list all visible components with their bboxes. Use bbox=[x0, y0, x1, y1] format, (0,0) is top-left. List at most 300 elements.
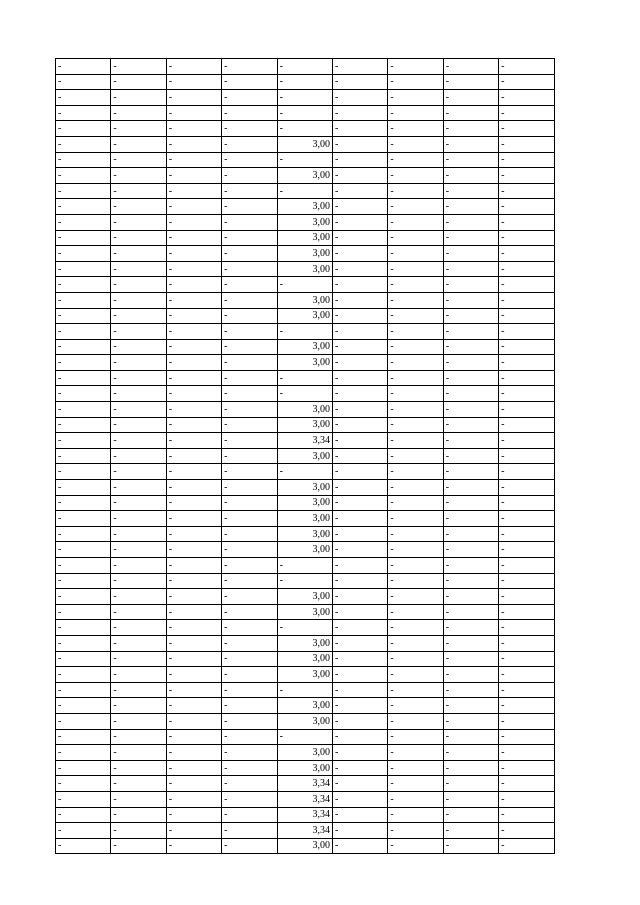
table-cell: - bbox=[111, 74, 166, 90]
table-cell: - bbox=[222, 370, 277, 386]
value-cell: 3,34 bbox=[277, 776, 332, 792]
table-cell: - bbox=[388, 105, 443, 121]
table-cell: - bbox=[388, 464, 443, 480]
table-cell: - bbox=[332, 417, 387, 433]
table-cell: - bbox=[222, 168, 277, 184]
table-cell: - bbox=[222, 713, 277, 729]
table-cell: - bbox=[388, 339, 443, 355]
table-row bbox=[56, 604, 555, 620]
table-cell: - bbox=[222, 604, 277, 620]
table-cell: - bbox=[166, 308, 221, 324]
table-cell: - bbox=[443, 635, 498, 651]
value-cell: - bbox=[277, 105, 332, 121]
table-cell: - bbox=[443, 324, 498, 340]
table-cell: - bbox=[56, 791, 111, 807]
table-cell: - bbox=[56, 713, 111, 729]
value-cell: 3,34 bbox=[277, 791, 332, 807]
table-row bbox=[56, 807, 555, 823]
table-cell: - bbox=[499, 464, 554, 480]
table-row bbox=[56, 448, 555, 464]
value-cell: - bbox=[277, 370, 332, 386]
table-cell: - bbox=[499, 589, 554, 605]
value-cell: 3,00 bbox=[277, 542, 332, 558]
table-cell: - bbox=[111, 791, 166, 807]
table-cell: - bbox=[222, 667, 277, 683]
value-cell: - bbox=[277, 620, 332, 636]
table-cell: - bbox=[56, 760, 111, 776]
table-cell: - bbox=[499, 667, 554, 683]
table-cell: - bbox=[222, 745, 277, 761]
table-cell: - bbox=[166, 713, 221, 729]
table-cell: - bbox=[499, 791, 554, 807]
value-cell: - bbox=[277, 121, 332, 137]
table-cell: - bbox=[499, 90, 554, 106]
table-row bbox=[56, 526, 555, 542]
table-cell: - bbox=[332, 90, 387, 106]
table-cell: - bbox=[56, 682, 111, 698]
table-cell: - bbox=[332, 402, 387, 418]
table-cell: - bbox=[332, 698, 387, 714]
table-cell: - bbox=[388, 776, 443, 792]
table-cell: - bbox=[388, 417, 443, 433]
table-cell: - bbox=[166, 573, 221, 589]
table-cell: - bbox=[443, 121, 498, 137]
table-row bbox=[56, 370, 555, 386]
table-cell: - bbox=[111, 261, 166, 277]
table-cell: - bbox=[499, 136, 554, 152]
table-cell: - bbox=[166, 324, 221, 340]
table-cell: - bbox=[111, 807, 166, 823]
table-cell: - bbox=[443, 682, 498, 698]
table-cell: - bbox=[56, 386, 111, 402]
table-cell: - bbox=[443, 214, 498, 230]
table-cell: - bbox=[166, 90, 221, 106]
table-cell: - bbox=[222, 136, 277, 152]
table-cell: - bbox=[443, 90, 498, 106]
table-cell: - bbox=[166, 589, 221, 605]
table-cell: - bbox=[499, 168, 554, 184]
table-cell: - bbox=[222, 417, 277, 433]
table-cell: - bbox=[443, 745, 498, 761]
table-cell: - bbox=[499, 526, 554, 542]
table-cell: - bbox=[56, 59, 111, 75]
table-cell: - bbox=[111, 370, 166, 386]
table-cell: - bbox=[56, 90, 111, 106]
table-cell: - bbox=[443, 589, 498, 605]
table-cell: - bbox=[56, 823, 111, 839]
table-cell: - bbox=[499, 651, 554, 667]
table-cell: - bbox=[332, 292, 387, 308]
table-cell: - bbox=[166, 495, 221, 511]
table-row bbox=[56, 729, 555, 745]
table-cell: - bbox=[166, 635, 221, 651]
table-cell: - bbox=[443, 433, 498, 449]
table-cell: - bbox=[388, 355, 443, 371]
table-cell: - bbox=[111, 136, 166, 152]
table-cell: - bbox=[499, 807, 554, 823]
table-cell: - bbox=[56, 464, 111, 480]
table-cell: - bbox=[388, 807, 443, 823]
table-cell: - bbox=[111, 339, 166, 355]
table-cell: - bbox=[443, 604, 498, 620]
value-cell: - bbox=[277, 183, 332, 199]
table-cell: - bbox=[499, 776, 554, 792]
table-cell: - bbox=[111, 308, 166, 324]
table-cell: - bbox=[499, 370, 554, 386]
table-cell: - bbox=[332, 386, 387, 402]
table-cell: - bbox=[222, 277, 277, 293]
table-cell: - bbox=[443, 136, 498, 152]
table-cell: - bbox=[499, 511, 554, 527]
table-cell: - bbox=[332, 246, 387, 262]
table-cell: - bbox=[388, 604, 443, 620]
table-cell: - bbox=[388, 74, 443, 90]
table-cell: - bbox=[332, 199, 387, 215]
table-cell: - bbox=[443, 776, 498, 792]
table-cell: - bbox=[332, 74, 387, 90]
table-cell: - bbox=[222, 339, 277, 355]
table-cell: - bbox=[332, 729, 387, 745]
table-cell: - bbox=[443, 526, 498, 542]
table-cell: - bbox=[222, 292, 277, 308]
table-cell: - bbox=[332, 682, 387, 698]
table-row bbox=[56, 480, 555, 496]
table-cell: - bbox=[111, 760, 166, 776]
table-cell: - bbox=[388, 573, 443, 589]
table-cell: - bbox=[56, 604, 111, 620]
table-cell: - bbox=[166, 791, 221, 807]
table-cell: - bbox=[222, 355, 277, 371]
table-cell: - bbox=[443, 698, 498, 714]
table-cell: - bbox=[222, 199, 277, 215]
table-cell: - bbox=[222, 183, 277, 199]
table-cell: - bbox=[56, 261, 111, 277]
table-cell: - bbox=[388, 183, 443, 199]
table-cell: - bbox=[388, 214, 443, 230]
table-cell: - bbox=[332, 183, 387, 199]
table-cell: - bbox=[111, 667, 166, 683]
table-cell: - bbox=[56, 573, 111, 589]
table-cell: - bbox=[222, 542, 277, 558]
table-cell: - bbox=[166, 183, 221, 199]
table-cell: - bbox=[222, 121, 277, 137]
table-cell: - bbox=[111, 292, 166, 308]
table-cell: - bbox=[222, 261, 277, 277]
table-cell: - bbox=[332, 776, 387, 792]
value-cell: 3,34 bbox=[277, 807, 332, 823]
value-cell: 3,00 bbox=[277, 339, 332, 355]
table-cell: - bbox=[56, 152, 111, 168]
table-cell: - bbox=[388, 480, 443, 496]
table-cell: - bbox=[56, 589, 111, 605]
table-cell: - bbox=[388, 823, 443, 839]
table-cell: - bbox=[222, 214, 277, 230]
table-cell: - bbox=[332, 324, 387, 340]
table-cell: - bbox=[499, 838, 554, 854]
table-row bbox=[56, 745, 555, 761]
value-cell: 3,00 bbox=[277, 511, 332, 527]
table-row bbox=[56, 776, 555, 792]
table-cell: - bbox=[222, 230, 277, 246]
table-cell: - bbox=[443, 59, 498, 75]
table-cell: - bbox=[56, 199, 111, 215]
table-cell: - bbox=[443, 105, 498, 121]
table-cell: - bbox=[332, 745, 387, 761]
table-cell: - bbox=[111, 713, 166, 729]
table-cell: - bbox=[111, 729, 166, 745]
table-cell: - bbox=[443, 74, 498, 90]
table-cell: - bbox=[166, 526, 221, 542]
table-cell: - bbox=[499, 713, 554, 729]
table-cell: - bbox=[111, 698, 166, 714]
table-cell: - bbox=[499, 745, 554, 761]
table-cell: - bbox=[166, 261, 221, 277]
table-cell: - bbox=[222, 635, 277, 651]
table-cell: - bbox=[166, 121, 221, 137]
table-cell: - bbox=[222, 791, 277, 807]
table-cell: - bbox=[499, 495, 554, 511]
table-cell: - bbox=[388, 386, 443, 402]
table-cell: - bbox=[499, 121, 554, 137]
value-cell: 3,34 bbox=[277, 823, 332, 839]
table-cell: - bbox=[332, 261, 387, 277]
table-cell: - bbox=[388, 433, 443, 449]
table-cell: - bbox=[443, 729, 498, 745]
table-cell: - bbox=[499, 183, 554, 199]
table-cell: - bbox=[111, 90, 166, 106]
table-cell: - bbox=[332, 277, 387, 293]
table-cell: - bbox=[388, 90, 443, 106]
value-cell: - bbox=[277, 573, 332, 589]
table-row bbox=[56, 261, 555, 277]
table-cell: - bbox=[499, 604, 554, 620]
table-row bbox=[56, 682, 555, 698]
table-cell: - bbox=[443, 246, 498, 262]
value-cell: - bbox=[277, 152, 332, 168]
table-cell: - bbox=[56, 355, 111, 371]
value-cell: 3,00 bbox=[277, 589, 332, 605]
table-cell: - bbox=[111, 246, 166, 262]
table-cell: - bbox=[56, 121, 111, 137]
table-cell: - bbox=[222, 464, 277, 480]
table-cell: - bbox=[332, 136, 387, 152]
table-cell: - bbox=[388, 729, 443, 745]
table-cell: - bbox=[166, 136, 221, 152]
table-cell: - bbox=[166, 745, 221, 761]
table-cell: - bbox=[443, 261, 498, 277]
table-cell: - bbox=[166, 760, 221, 776]
table-cell: - bbox=[56, 745, 111, 761]
value-cell: - bbox=[277, 682, 332, 698]
table-cell: - bbox=[388, 246, 443, 262]
table-cell: - bbox=[56, 168, 111, 184]
table-cell: - bbox=[111, 324, 166, 340]
table-row bbox=[56, 433, 555, 449]
table-row bbox=[56, 199, 555, 215]
table-row bbox=[56, 105, 555, 121]
table-cell: - bbox=[222, 823, 277, 839]
table-cell: - bbox=[56, 480, 111, 496]
table-row bbox=[56, 90, 555, 106]
table-cell: - bbox=[332, 480, 387, 496]
table-cell: - bbox=[499, 729, 554, 745]
table-cell: - bbox=[56, 74, 111, 90]
value-cell: 3,00 bbox=[277, 136, 332, 152]
table-cell: - bbox=[166, 386, 221, 402]
table-cell: - bbox=[56, 635, 111, 651]
table-cell: - bbox=[166, 433, 221, 449]
value-cell: 3,34 bbox=[277, 433, 332, 449]
table-cell: - bbox=[56, 214, 111, 230]
table-cell: - bbox=[443, 542, 498, 558]
table-cell: - bbox=[166, 807, 221, 823]
table-cell: - bbox=[111, 214, 166, 230]
table-cell: - bbox=[56, 729, 111, 745]
table-cell: - bbox=[166, 339, 221, 355]
table-row bbox=[56, 292, 555, 308]
table-cell: - bbox=[499, 433, 554, 449]
table-cell: - bbox=[332, 838, 387, 854]
value-cell: 3,00 bbox=[277, 448, 332, 464]
table-cell: - bbox=[499, 542, 554, 558]
table-cell: - bbox=[222, 526, 277, 542]
table-row bbox=[56, 183, 555, 199]
table-cell: - bbox=[332, 308, 387, 324]
table-row bbox=[56, 152, 555, 168]
table-cell: - bbox=[166, 698, 221, 714]
table-cell: - bbox=[332, 807, 387, 823]
table-cell: - bbox=[443, 480, 498, 496]
table-cell: - bbox=[499, 105, 554, 121]
table-cell: - bbox=[166, 292, 221, 308]
table-cell: - bbox=[388, 59, 443, 75]
table-row bbox=[56, 214, 555, 230]
table-cell: - bbox=[111, 59, 166, 75]
table-cell: - bbox=[166, 152, 221, 168]
spreadsheet-table bbox=[55, 58, 555, 854]
table-cell: - bbox=[166, 168, 221, 184]
table-cell: - bbox=[332, 511, 387, 527]
value-cell: - bbox=[277, 729, 332, 745]
table-cell: - bbox=[388, 136, 443, 152]
table-cell: - bbox=[166, 729, 221, 745]
table-row bbox=[56, 838, 555, 854]
table-cell: - bbox=[388, 168, 443, 184]
table-cell: - bbox=[388, 121, 443, 137]
table-cell: - bbox=[166, 199, 221, 215]
table-cell: - bbox=[388, 651, 443, 667]
table-cell: - bbox=[56, 324, 111, 340]
table-cell: - bbox=[166, 277, 221, 293]
table-row bbox=[56, 651, 555, 667]
value-cell: - bbox=[277, 277, 332, 293]
table-cell: - bbox=[499, 417, 554, 433]
table-cell: - bbox=[499, 682, 554, 698]
table-cell: - bbox=[222, 573, 277, 589]
table-cell: - bbox=[56, 448, 111, 464]
table-cell: - bbox=[166, 480, 221, 496]
table-cell: - bbox=[443, 448, 498, 464]
table-cell: - bbox=[111, 495, 166, 511]
table-cell: - bbox=[332, 105, 387, 121]
table-cell: - bbox=[56, 511, 111, 527]
table-row bbox=[56, 620, 555, 636]
table-cell: - bbox=[111, 838, 166, 854]
table-cell: - bbox=[332, 558, 387, 574]
table-cell: - bbox=[166, 651, 221, 667]
table-row bbox=[56, 464, 555, 480]
table-cell: - bbox=[388, 152, 443, 168]
table-cell: - bbox=[56, 807, 111, 823]
table-cell: - bbox=[222, 386, 277, 402]
table-cell: - bbox=[332, 760, 387, 776]
value-cell: 3,00 bbox=[277, 495, 332, 511]
table-cell: - bbox=[56, 651, 111, 667]
table-cell: - bbox=[166, 230, 221, 246]
table-cell: - bbox=[222, 651, 277, 667]
table-cell: - bbox=[499, 277, 554, 293]
table-cell: - bbox=[499, 558, 554, 574]
value-cell: - bbox=[277, 90, 332, 106]
table-cell: - bbox=[388, 589, 443, 605]
table-cell: - bbox=[111, 464, 166, 480]
table-cell: - bbox=[332, 589, 387, 605]
table-cell: - bbox=[332, 152, 387, 168]
table-cell: - bbox=[332, 230, 387, 246]
table-cell: - bbox=[166, 620, 221, 636]
value-cell: 3,00 bbox=[277, 604, 332, 620]
table-cell: - bbox=[56, 558, 111, 574]
value-cell: 3,00 bbox=[277, 261, 332, 277]
table-cell: - bbox=[56, 402, 111, 418]
table-cell: - bbox=[222, 495, 277, 511]
table-cell: - bbox=[111, 558, 166, 574]
value-cell: 3,00 bbox=[277, 635, 332, 651]
table-row bbox=[56, 136, 555, 152]
table-cell: - bbox=[443, 713, 498, 729]
table-cell: - bbox=[443, 495, 498, 511]
table-cell: - bbox=[443, 620, 498, 636]
table-cell: - bbox=[111, 448, 166, 464]
table-cell: - bbox=[222, 698, 277, 714]
table-cell: - bbox=[56, 308, 111, 324]
table-cell: - bbox=[222, 682, 277, 698]
table-cell: - bbox=[111, 433, 166, 449]
table-cell: - bbox=[332, 433, 387, 449]
table-cell: - bbox=[499, 573, 554, 589]
table-cell: - bbox=[443, 370, 498, 386]
table-cell: - bbox=[388, 713, 443, 729]
table-cell: - bbox=[443, 277, 498, 293]
value-cell: 3,00 bbox=[277, 526, 332, 542]
table-cell: - bbox=[499, 230, 554, 246]
table-row bbox=[56, 713, 555, 729]
table-cell: - bbox=[443, 760, 498, 776]
table-cell: - bbox=[332, 355, 387, 371]
table-cell: - bbox=[332, 448, 387, 464]
table-cell: - bbox=[111, 277, 166, 293]
table-cell: - bbox=[111, 776, 166, 792]
table-cell: - bbox=[166, 464, 221, 480]
table-cell: - bbox=[388, 324, 443, 340]
table-cell: - bbox=[111, 589, 166, 605]
table-cell: - bbox=[166, 105, 221, 121]
table-cell: - bbox=[166, 667, 221, 683]
table-cell: - bbox=[499, 339, 554, 355]
table-row bbox=[56, 791, 555, 807]
table-row bbox=[56, 339, 555, 355]
table-cell: - bbox=[166, 417, 221, 433]
